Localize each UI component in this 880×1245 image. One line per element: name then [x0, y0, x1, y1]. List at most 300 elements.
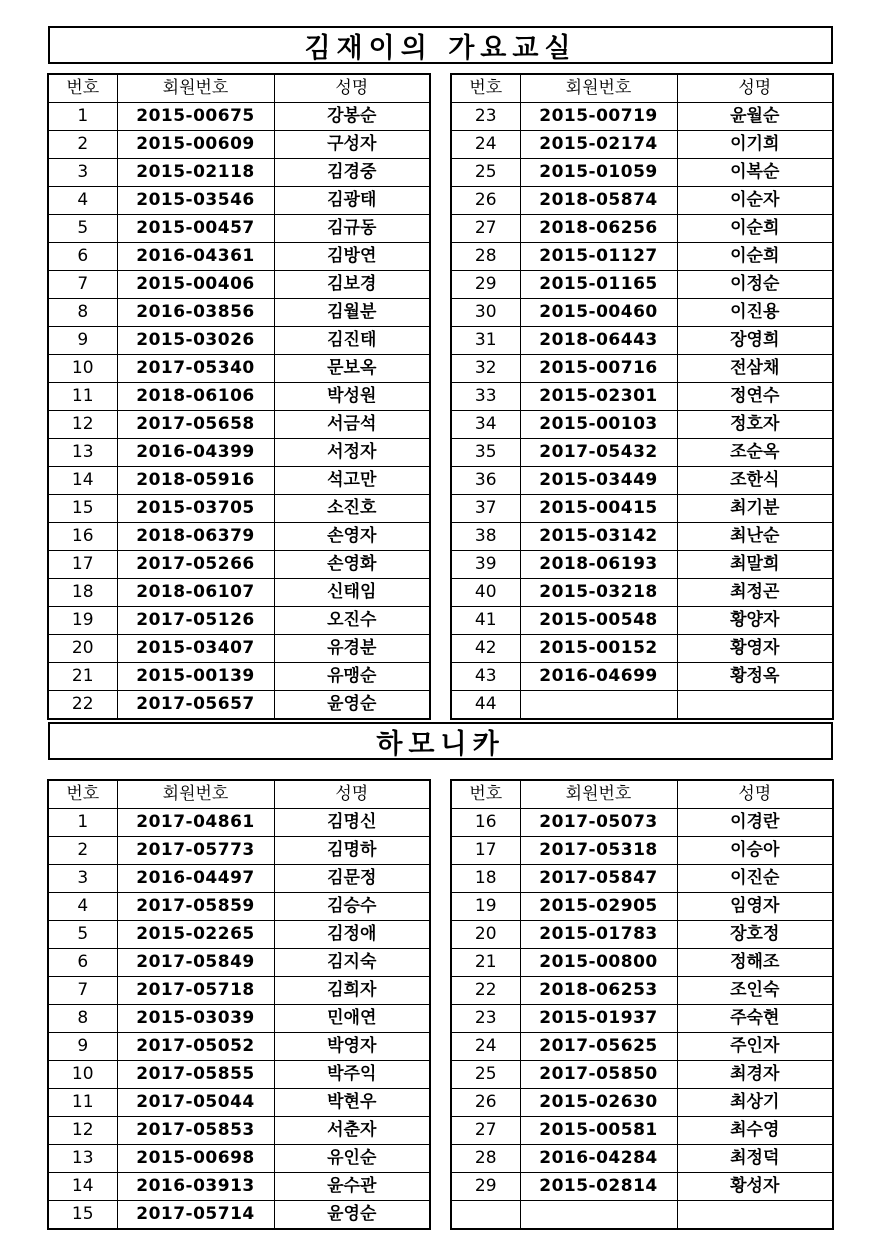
table-row	[48, 579, 430, 607]
header-member-id: 회원번호	[520, 74, 677, 103]
header-number: 번호	[48, 74, 117, 103]
table-row	[48, 1145, 430, 1173]
table-row	[451, 383, 833, 411]
cell-member-id: 2015-00581	[520, 1117, 677, 1145]
cell-member-id: 2017-05266	[117, 551, 274, 579]
cell-name: 정연수	[677, 383, 833, 411]
cell-name: 박주익	[274, 1061, 430, 1089]
cell-member-id: 2017-05044	[117, 1089, 274, 1117]
header-name: 성명	[677, 74, 833, 103]
table-row	[48, 1201, 430, 1230]
table-row	[451, 131, 833, 159]
cell-member-id: 2015-00152	[520, 635, 677, 663]
cell-number: 44	[451, 691, 520, 720]
cell-number: 26	[451, 1089, 520, 1117]
table-row	[48, 383, 430, 411]
cell-member-id: 2015-00800	[520, 949, 677, 977]
cell-number: 1	[48, 103, 117, 131]
cell-member-id: 2018-06107	[117, 579, 274, 607]
cell-name: 구성자	[274, 131, 430, 159]
cell-member-id: 2015-00719	[520, 103, 677, 131]
cell-number: 41	[451, 607, 520, 635]
cell-number: 7	[48, 271, 117, 299]
table-row	[451, 837, 833, 865]
table-row	[48, 949, 430, 977]
header-number: 번호	[451, 74, 520, 103]
table-row	[451, 439, 833, 467]
table-row	[48, 355, 430, 383]
cell-name: 윤수관	[274, 1173, 430, 1201]
header-member-id: 회원번호	[520, 780, 677, 809]
singing-class-table-left	[47, 73, 431, 720]
cell-name: 이순자	[677, 187, 833, 215]
cell-number: 5	[48, 921, 117, 949]
header-name: 성명	[274, 74, 430, 103]
cell-name: 소진호	[274, 495, 430, 523]
table-row	[451, 977, 833, 1005]
cell-member-id: 2018-06379	[117, 523, 274, 551]
table-row	[451, 1005, 833, 1033]
table-row	[48, 411, 430, 439]
cell-member-id: 2017-05714	[117, 1201, 274, 1230]
cell-member-id: 2017-05853	[117, 1117, 274, 1145]
header-member-id: 회원번호	[117, 780, 274, 809]
table-row	[48, 187, 430, 215]
cell-name: 석고만	[274, 467, 430, 495]
cell-number: 25	[451, 159, 520, 187]
cell-member-id: 2015-01165	[520, 271, 677, 299]
table-row	[48, 467, 430, 495]
cell-member-id	[520, 1201, 677, 1230]
cell-number: 3	[48, 159, 117, 187]
cell-member-id: 2015-03039	[117, 1005, 274, 1033]
cell-member-id: 2015-02301	[520, 383, 677, 411]
cell-member-id: 2017-05859	[117, 893, 274, 921]
cell-member-id: 2017-04861	[117, 809, 274, 837]
header-member-id: 회원번호	[117, 74, 274, 103]
cell-member-id: 2015-02118	[117, 159, 274, 187]
cell-name: 조한식	[677, 467, 833, 495]
cell-name: 서금석	[274, 411, 430, 439]
cell-member-id: 2015-00698	[117, 1145, 274, 1173]
cell-member-id: 2015-00675	[117, 103, 274, 131]
cell-member-id: 2015-01059	[520, 159, 677, 187]
table-row	[451, 1117, 833, 1145]
cell-name: 손영자	[274, 523, 430, 551]
cell-number: 30	[451, 299, 520, 327]
cell-number: 6	[48, 243, 117, 271]
cell-number: 23	[451, 1005, 520, 1033]
cell-name: 이순희	[677, 243, 833, 271]
cell-number: 15	[48, 1201, 117, 1230]
cell-number: 4	[48, 893, 117, 921]
cell-number: 24	[451, 1033, 520, 1061]
table-row	[451, 893, 833, 921]
cell-number: 33	[451, 383, 520, 411]
cell-name: 이순희	[677, 215, 833, 243]
cell-member-id: 2015-03026	[117, 327, 274, 355]
cell-name: 김정애	[274, 921, 430, 949]
cell-member-id: 2017-05718	[117, 977, 274, 1005]
cell-number: 23	[451, 103, 520, 131]
table-row	[451, 551, 833, 579]
cell-member-id: 2017-05340	[117, 355, 274, 383]
cell-name: 윤영순	[274, 1201, 430, 1230]
cell-name: 장호정	[677, 921, 833, 949]
cell-name: 최상기	[677, 1089, 833, 1117]
cell-name: 박영자	[274, 1033, 430, 1061]
table-header-row	[451, 74, 833, 103]
cell-member-id: 2015-00716	[520, 355, 677, 383]
cell-member-id: 2015-00548	[520, 607, 677, 635]
cell-name: 최기분	[677, 495, 833, 523]
cell-number: 29	[451, 271, 520, 299]
cell-number: 18	[451, 865, 520, 893]
table-header-row	[48, 780, 430, 809]
cell-member-id: 2016-04699	[520, 663, 677, 691]
cell-number: 38	[451, 523, 520, 551]
table-row	[451, 1033, 833, 1061]
cell-name: 이승아	[677, 837, 833, 865]
singing-class-table-right	[450, 73, 834, 720]
cell-number: 13	[48, 439, 117, 467]
cell-number: 32	[451, 355, 520, 383]
header-number: 번호	[451, 780, 520, 809]
cell-member-id: 2017-05855	[117, 1061, 274, 1089]
cell-name: 김월분	[274, 299, 430, 327]
header-number: 번호	[48, 780, 117, 809]
cell-name: 황양자	[677, 607, 833, 635]
cell-name: 조순옥	[677, 439, 833, 467]
cell-name: 유인순	[274, 1145, 430, 1173]
cell-name: 김명신	[274, 809, 430, 837]
cell-member-id: 2015-01783	[520, 921, 677, 949]
cell-number: 35	[451, 439, 520, 467]
cell-member-id: 2015-02265	[117, 921, 274, 949]
table-header-row	[48, 74, 430, 103]
cell-name: 주숙현	[677, 1005, 833, 1033]
cell-name	[677, 1201, 833, 1230]
cell-member-id: 2015-00406	[117, 271, 274, 299]
table-row	[48, 635, 430, 663]
cell-name: 황영자	[677, 635, 833, 663]
table-row	[48, 1117, 430, 1145]
cell-number: 19	[451, 893, 520, 921]
cell-member-id: 2015-02174	[520, 131, 677, 159]
table-row	[48, 1033, 430, 1061]
cell-member-id	[520, 691, 677, 720]
cell-number: 36	[451, 467, 520, 495]
table-row	[451, 607, 833, 635]
cell-name: 이복순	[677, 159, 833, 187]
table-row	[48, 1061, 430, 1089]
cell-number: 40	[451, 579, 520, 607]
cell-name: 최난순	[677, 523, 833, 551]
cell-member-id: 2018-06253	[520, 977, 677, 1005]
cell-number: 21	[451, 949, 520, 977]
cell-number: 4	[48, 187, 117, 215]
cell-number: 10	[48, 355, 117, 383]
cell-name: 이진용	[677, 299, 833, 327]
cell-member-id: 2015-03449	[520, 467, 677, 495]
table-row	[451, 1089, 833, 1117]
cell-number: 17	[451, 837, 520, 865]
cell-member-id: 2017-05657	[117, 691, 274, 720]
table-row	[451, 327, 833, 355]
cell-member-id: 2016-04497	[117, 865, 274, 893]
table-row	[48, 327, 430, 355]
cell-member-id: 2018-06193	[520, 551, 677, 579]
cell-name: 문보옥	[274, 355, 430, 383]
cell-number: 14	[48, 467, 117, 495]
table-row	[48, 691, 430, 720]
harmonica-table-left	[47, 779, 431, 1230]
table-row	[451, 215, 833, 243]
cell-name: 민애연	[274, 1005, 430, 1033]
cell-member-id: 2015-03407	[117, 635, 274, 663]
cell-number: 10	[48, 1061, 117, 1089]
table-row	[451, 809, 833, 837]
cell-name: 이정순	[677, 271, 833, 299]
cell-name	[677, 691, 833, 720]
cell-name: 주인자	[677, 1033, 833, 1061]
cell-number: 13	[48, 1145, 117, 1173]
cell-name: 최말희	[677, 551, 833, 579]
cell-name: 윤영순	[274, 691, 430, 720]
cell-name: 이경란	[677, 809, 833, 837]
table-row	[451, 495, 833, 523]
cell-number: 27	[451, 1117, 520, 1145]
table-row	[48, 809, 430, 837]
cell-number: 28	[451, 1145, 520, 1173]
cell-member-id: 2016-03856	[117, 299, 274, 327]
cell-member-id: 2018-06256	[520, 215, 677, 243]
cell-number: 8	[48, 1005, 117, 1033]
cell-member-id: 2016-04284	[520, 1145, 677, 1173]
cell-member-id: 2017-05432	[520, 439, 677, 467]
cell-number: 22	[451, 977, 520, 1005]
cell-name: 장영희	[677, 327, 833, 355]
table-row	[48, 663, 430, 691]
cell-number: 29	[451, 1173, 520, 1201]
cell-number: 9	[48, 327, 117, 355]
table-row	[451, 523, 833, 551]
table-header-row	[451, 780, 833, 809]
table-row	[48, 523, 430, 551]
cell-member-id: 2016-04399	[117, 439, 274, 467]
cell-name: 김방연	[274, 243, 430, 271]
table-row	[48, 243, 430, 271]
header-name: 성명	[677, 780, 833, 809]
cell-number: 25	[451, 1061, 520, 1089]
table-row	[48, 1173, 430, 1201]
cell-number: 12	[48, 411, 117, 439]
cell-number: 34	[451, 411, 520, 439]
cell-number: 22	[48, 691, 117, 720]
cell-name: 정해조	[677, 949, 833, 977]
cell-name: 황정옥	[677, 663, 833, 691]
section-title-singing-class: 김재이의 가요교실	[48, 26, 833, 64]
table-row	[451, 243, 833, 271]
cell-number: 9	[48, 1033, 117, 1061]
table-row	[451, 299, 833, 327]
cell-member-id: 2018-05916	[117, 467, 274, 495]
cell-number: 21	[48, 663, 117, 691]
cell-member-id: 2015-03218	[520, 579, 677, 607]
table-row	[48, 299, 430, 327]
table-row	[48, 131, 430, 159]
cell-number: 14	[48, 1173, 117, 1201]
cell-member-id: 2017-05052	[117, 1033, 274, 1061]
table-row	[451, 467, 833, 495]
cell-member-id: 2018-06443	[520, 327, 677, 355]
table-row	[451, 411, 833, 439]
cell-member-id: 2017-05318	[520, 837, 677, 865]
cell-number	[451, 1201, 520, 1230]
cell-name: 김승수	[274, 893, 430, 921]
cell-number: 6	[48, 949, 117, 977]
table-row	[48, 439, 430, 467]
cell-member-id: 2015-02814	[520, 1173, 677, 1201]
table-row	[451, 355, 833, 383]
cell-name: 김명하	[274, 837, 430, 865]
table-row	[451, 1061, 833, 1089]
cell-member-id: 2015-00415	[520, 495, 677, 523]
table-row	[451, 103, 833, 131]
table-row	[451, 663, 833, 691]
cell-number: 26	[451, 187, 520, 215]
table-row	[451, 865, 833, 893]
harmonica-table-right	[450, 779, 834, 1230]
cell-member-id: 2015-00457	[117, 215, 274, 243]
cell-name: 강봉순	[274, 103, 430, 131]
cell-member-id: 2015-02905	[520, 893, 677, 921]
table-row	[451, 1145, 833, 1173]
cell-name: 신태임	[274, 579, 430, 607]
table-row	[48, 551, 430, 579]
cell-name: 서정자	[274, 439, 430, 467]
cell-member-id: 2017-05850	[520, 1061, 677, 1089]
cell-name: 유맹순	[274, 663, 430, 691]
cell-name: 황성자	[677, 1173, 833, 1201]
cell-member-id: 2017-05849	[117, 949, 274, 977]
table-row	[48, 607, 430, 635]
cell-name: 최수영	[677, 1117, 833, 1145]
cell-number: 42	[451, 635, 520, 663]
cell-number: 19	[48, 607, 117, 635]
cell-member-id: 2017-05773	[117, 837, 274, 865]
table-row	[451, 187, 833, 215]
cell-name: 최정곤	[677, 579, 833, 607]
cell-name: 김보경	[274, 271, 430, 299]
cell-number: 2	[48, 837, 117, 865]
cell-number: 1	[48, 809, 117, 837]
cell-name: 김지숙	[274, 949, 430, 977]
table-row	[451, 271, 833, 299]
cell-name: 정호자	[677, 411, 833, 439]
cell-number: 5	[48, 215, 117, 243]
table-row	[451, 635, 833, 663]
table-row	[48, 865, 430, 893]
cell-name: 이기희	[677, 131, 833, 159]
cell-name: 최경자	[677, 1061, 833, 1089]
cell-number: 15	[48, 495, 117, 523]
cell-number: 16	[48, 523, 117, 551]
cell-number: 3	[48, 865, 117, 893]
cell-name: 유경분	[274, 635, 430, 663]
cell-number: 37	[451, 495, 520, 523]
header-name: 성명	[274, 780, 430, 809]
cell-member-id: 2017-05625	[520, 1033, 677, 1061]
cell-member-id: 2016-04361	[117, 243, 274, 271]
table-row	[48, 159, 430, 187]
cell-number: 20	[48, 635, 117, 663]
cell-name: 이진순	[677, 865, 833, 893]
cell-member-id: 2015-00139	[117, 663, 274, 691]
table-row	[451, 159, 833, 187]
table-row	[451, 1201, 833, 1230]
table-row	[48, 215, 430, 243]
cell-member-id: 2017-05847	[520, 865, 677, 893]
cell-member-id: 2018-06106	[117, 383, 274, 411]
cell-name: 손영화	[274, 551, 430, 579]
table-row	[451, 949, 833, 977]
cell-name: 박현우	[274, 1089, 430, 1117]
cell-number: 7	[48, 977, 117, 1005]
cell-number: 39	[451, 551, 520, 579]
cell-name: 김경중	[274, 159, 430, 187]
cell-name: 김희자	[274, 977, 430, 1005]
table-row	[451, 1173, 833, 1201]
cell-name: 김진태	[274, 327, 430, 355]
cell-member-id: 2015-03705	[117, 495, 274, 523]
cell-number: 18	[48, 579, 117, 607]
table-row	[48, 893, 430, 921]
table-row	[48, 271, 430, 299]
cell-member-id: 2015-01127	[520, 243, 677, 271]
table-row	[451, 579, 833, 607]
table-row	[48, 921, 430, 949]
cell-member-id: 2018-05874	[520, 187, 677, 215]
cell-number: 24	[451, 131, 520, 159]
cell-member-id: 2017-05126	[117, 607, 274, 635]
table-row	[451, 921, 833, 949]
cell-name: 김규동	[274, 215, 430, 243]
table-row	[48, 1005, 430, 1033]
table-row	[48, 495, 430, 523]
cell-name: 최정덕	[677, 1145, 833, 1173]
cell-number: 2	[48, 131, 117, 159]
cell-member-id: 2015-02630	[520, 1089, 677, 1117]
cell-number: 20	[451, 921, 520, 949]
table-row	[48, 837, 430, 865]
cell-member-id: 2015-00103	[520, 411, 677, 439]
cell-name: 김광태	[274, 187, 430, 215]
cell-number: 43	[451, 663, 520, 691]
cell-name: 조인숙	[677, 977, 833, 1005]
cell-member-id: 2015-00460	[520, 299, 677, 327]
cell-member-id: 2017-05073	[520, 809, 677, 837]
cell-name: 오진수	[274, 607, 430, 635]
cell-name: 윤월순	[677, 103, 833, 131]
cell-number: 8	[48, 299, 117, 327]
cell-number: 27	[451, 215, 520, 243]
cell-number: 11	[48, 1089, 117, 1117]
cell-member-id: 2016-03913	[117, 1173, 274, 1201]
cell-member-id: 2015-00609	[117, 131, 274, 159]
cell-number: 16	[451, 809, 520, 837]
table-row	[48, 103, 430, 131]
